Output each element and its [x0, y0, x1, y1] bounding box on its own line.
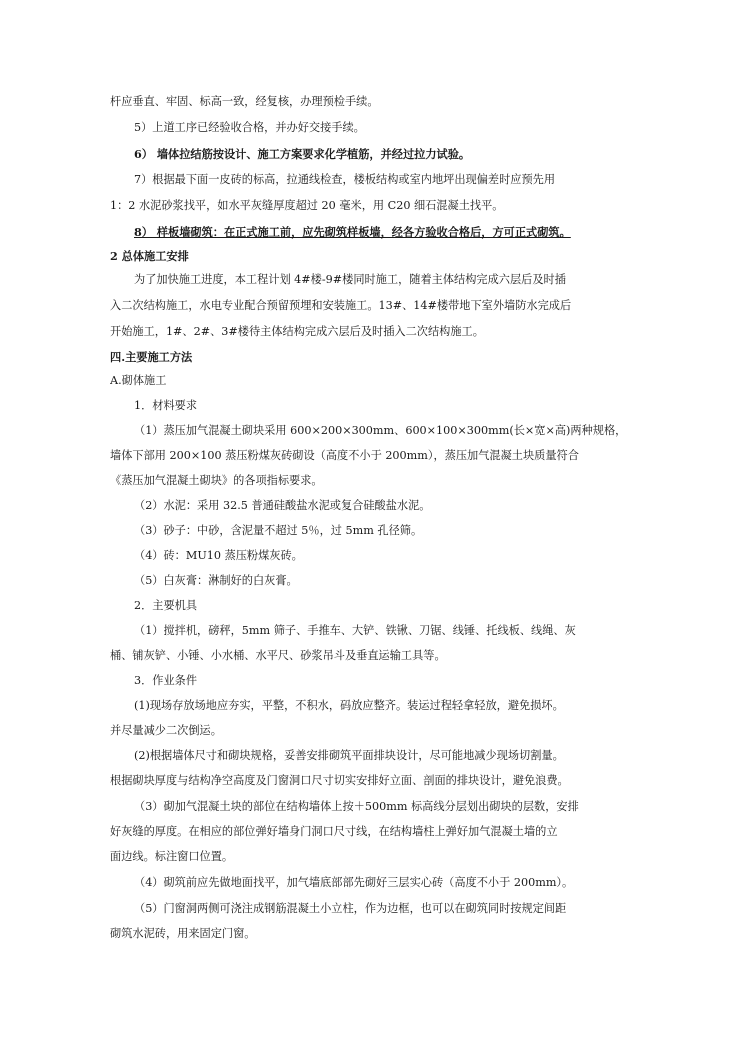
text-line: （4）砖：MU10 蒸压粉煤灰砖。 — [134, 549, 303, 562]
text-line: 杆应垂直、牢固、标高一致，经复核，办理预检手续。 — [110, 95, 379, 108]
subsection-heading: A.砌体施工 — [110, 374, 167, 387]
text-line: 好灰缝的厚度。在相应的部位弹好墙身门洞口尺寸线，在结构墙柱上弹好加气混凝土墙的立 — [110, 825, 558, 838]
text-line: 5）上道工序已经验收合格，并办好交接手续。 — [134, 121, 365, 134]
text-line: 《蒸压加气混凝土砌块》的各项指标要求。 — [110, 474, 323, 487]
emphasis-line: 8） 样板墙砌筑：在正式施工前，应先砌筑样板墙，经各方验收合格后，方可正式砌筑。 — [134, 225, 571, 239]
text-line: 1：2 水泥砂浆找平，如水平灰缝厚度超过 20 毫米，用 C20 细石混凝土找平。 — [110, 199, 504, 212]
section-heading: 四.主要施工方法 — [110, 350, 193, 364]
text-line: 面边线。标注窗口位置。 — [110, 850, 234, 863]
section-heading: 2 总体施工安排 — [110, 249, 189, 263]
text-line: 墙体下部用 200×100 蒸压粉煤灰砖砌设（高度不小于 200mm），蒸压加气混凝土块质量符合 — [110, 449, 579, 462]
text-line: （1）蒸压加气混凝土砌块采用 600×200×300mm、600×100×300mm(长×宽×高)两种规格， — [134, 424, 627, 437]
text-line: 桶、铺灰铲、小锤、小水桶、水平尺、砂浆吊斗及垂直运输工具等。 — [110, 649, 446, 662]
text-line: （5）白灰膏：淋制好的白灰膏。 — [134, 574, 298, 587]
subsection-heading: 3．作业条件 — [134, 674, 198, 687]
text-line: （3）砂子：中砂，含泥量不超过 5％，过 5mm 孔径筛。 — [134, 524, 423, 537]
subsection-heading: 1．材料要求 — [134, 399, 198, 412]
text-line: （4）砌筑前应先做地面找平，加气墙底部部先砌好三层实心砖（高度不小于 200mm）。 — [134, 876, 574, 889]
text-line: 并尽量减少二次倒运。 — [110, 724, 222, 737]
text-line: 7）根据最下面一皮砖的标高，拉通线检查，楼板结构或室内地坪出现偏差时应预先用 — [134, 173, 556, 186]
emphasis-line: 6） 墙体拉结筋按设计、施工方案要求化学植筋，并经过拉力试验。 — [134, 147, 471, 161]
text-line: 开始施工，1#、2#、3#楼待主体结构完成六层后及时插入二次结构施工。 — [110, 325, 484, 338]
text-line: (2)根据墙体尺寸和砌块规格，妥善安排砌筑平面排块设计，尽可能地减少现场切割量。 — [134, 749, 564, 762]
text-line: 入二次结构施工，水电专业配合预留预埋和安装施工。13#、14#楼带地下室外墙防水完成后 — [110, 299, 572, 312]
subsection-heading: 2．主要机具 — [134, 599, 198, 612]
text-line: 为了加快施工进度，本工程计划 4#楼-9#楼同时施工，随着主体结构完成六层后及时插 — [134, 273, 566, 286]
text-line: 根据砌块厚度与结构净空高度及门窗洞口尺寸切实安排好立面、剖面的排块设计，避免浪费。 — [110, 774, 569, 787]
text-line: （5）门窗洞两侧可浇注成钢筋混凝土小立柱，作为边框，也可以在砌筑同时按规定间距 — [134, 902, 567, 915]
text-line: （3）砌加气混凝土块的部位在结构墙体上按＋500mm 标高线分层划出砌块的层数，安排 — [134, 800, 579, 813]
text-line: （2）水泥：采用 32.5 普通硅酸盐水泥或复合硅酸盐水泥。 — [134, 499, 431, 512]
text-line: (1)现场存放场地应夯实，平整，不积水，码放应整齐。装运过程轻拿轻放，避免损坏。 — [134, 699, 564, 712]
text-line: （1）搅拌机，磅秤，5mm 筛子、手推车、大铲、铁锹、刀锯、线锤、托线板、线绳、灰 — [134, 624, 576, 637]
text-line: 砌筑水泥砖，用来固定门窗。 — [110, 927, 256, 940]
